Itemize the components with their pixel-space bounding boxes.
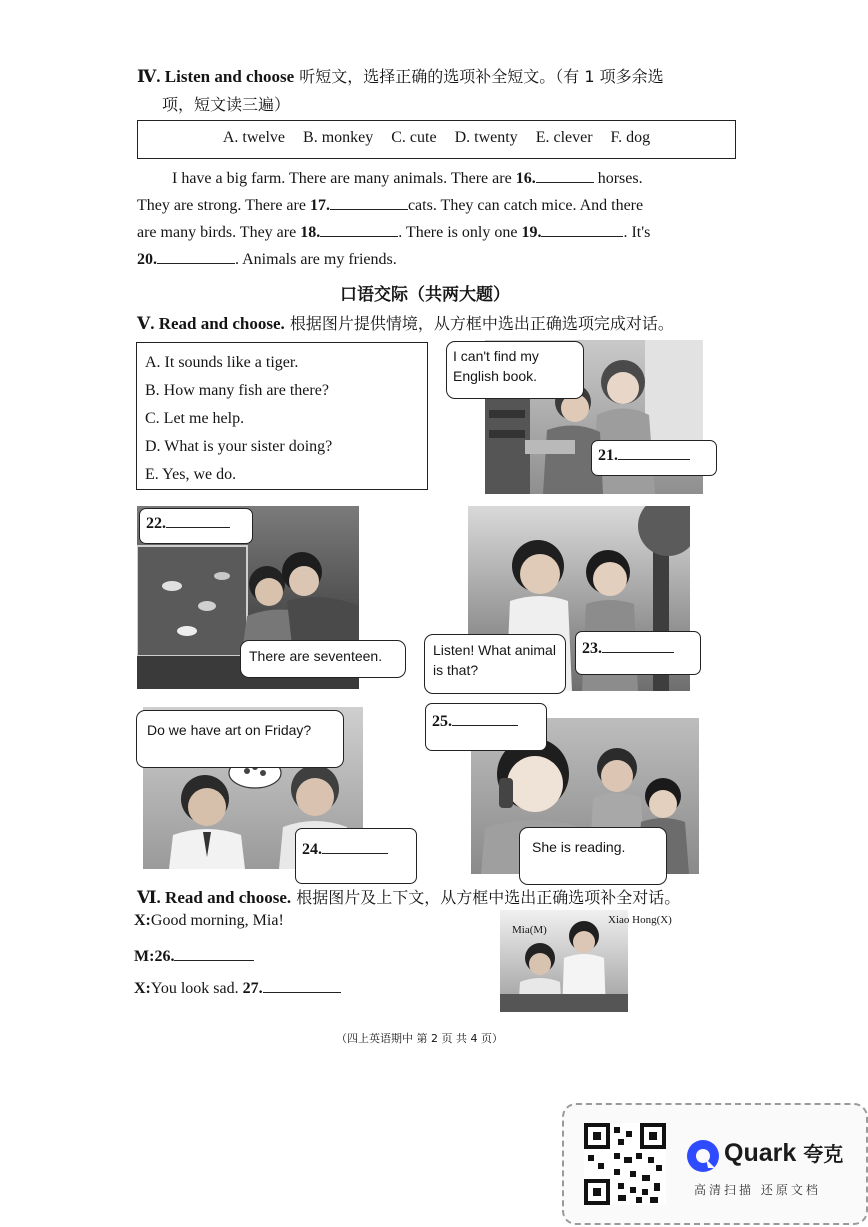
section5-choices-box <box>136 342 428 490</box>
answer-bubble-23: 23. <box>575 631 701 675</box>
answer-bubble-24: 24. <box>295 828 417 884</box>
option-0: A. twelve <box>222 129 286 146</box>
answer-bubble-21: 21. <box>591 440 717 476</box>
speech-bubble-25: She is reading. <box>519 827 667 885</box>
option-2: C. cute <box>391 129 437 146</box>
image-label-xiaohong: Xiao Hong(X) <box>608 914 672 926</box>
choice-item-1: B. How many fish are there? <box>145 382 329 399</box>
dialog-line-3: X:You look sad. 27. <box>134 976 341 998</box>
dialog-line-1: X:Good morning, Mia! <box>134 912 284 929</box>
choice-item-4: E. Yes, we do. <box>145 466 237 483</box>
image-label-mia: Mia(M) <box>512 924 547 936</box>
speech-bubble-24: Do we have art on Friday? <box>136 710 344 768</box>
option-4: E. clever <box>535 129 593 146</box>
oral-section-heading: 口语交际（共两大题） <box>340 285 510 305</box>
answer-bubble-25: 25. <box>425 703 547 751</box>
quark-brand: Quark 夸克 <box>724 1139 844 1167</box>
choice-item-2: C. Let me help. <box>145 410 245 427</box>
section6-title: Ⅵ. Read and choose. 根据图片及上下文，从方框中选出正确选项补全对话。 <box>137 888 681 907</box>
section4-options-box <box>137 120 736 159</box>
choice-item-3: D. What is your sister doing? <box>145 438 333 455</box>
option-3: D. twenty <box>454 129 518 146</box>
speech-bubble-21: I can't find my English book. <box>446 341 584 399</box>
speech-bubble-23: Listen! What animal is that? <box>424 634 566 694</box>
quark-logo-icon <box>686 1139 720 1173</box>
option-1: B. monkey <box>303 129 374 146</box>
answer-bubble-22: 22. <box>139 508 253 544</box>
section4-title: Ⅳ. Listen and choose 听短文，选择正确的选项补全短文。（有 1 项多余选 <box>137 67 664 86</box>
section4-title-cont: 项，短文读三遍） <box>162 95 291 114</box>
section4-passage: I have a big farm. There are many animals. There are 16. horses. They are strong. There are 17. cats. They can catch mice. And there are many birds. They are 18. . There is only one 19. . It's 20. . Animals are my friends. <box>137 165 737 273</box>
quark-slogan: 高清扫描 还原文档 <box>694 1183 821 1197</box>
section5-title: Ⅴ. Read and choose. 根据图片提供情境，从方框中选出正确选项完成对话。 <box>137 314 674 333</box>
page-footer: （四上英语期中 第 2 页 共 4 页） <box>336 1032 503 1045</box>
choice-item-0: A. It sounds like a tiger. <box>145 354 299 371</box>
qr-code-icon <box>584 1123 666 1205</box>
option-5: F. dog <box>610 129 651 146</box>
dialog-line-2: M:26. <box>134 944 254 966</box>
speech-bubble-22: There are seventeen. <box>240 640 406 678</box>
quark-watermark-card <box>562 1103 868 1225</box>
